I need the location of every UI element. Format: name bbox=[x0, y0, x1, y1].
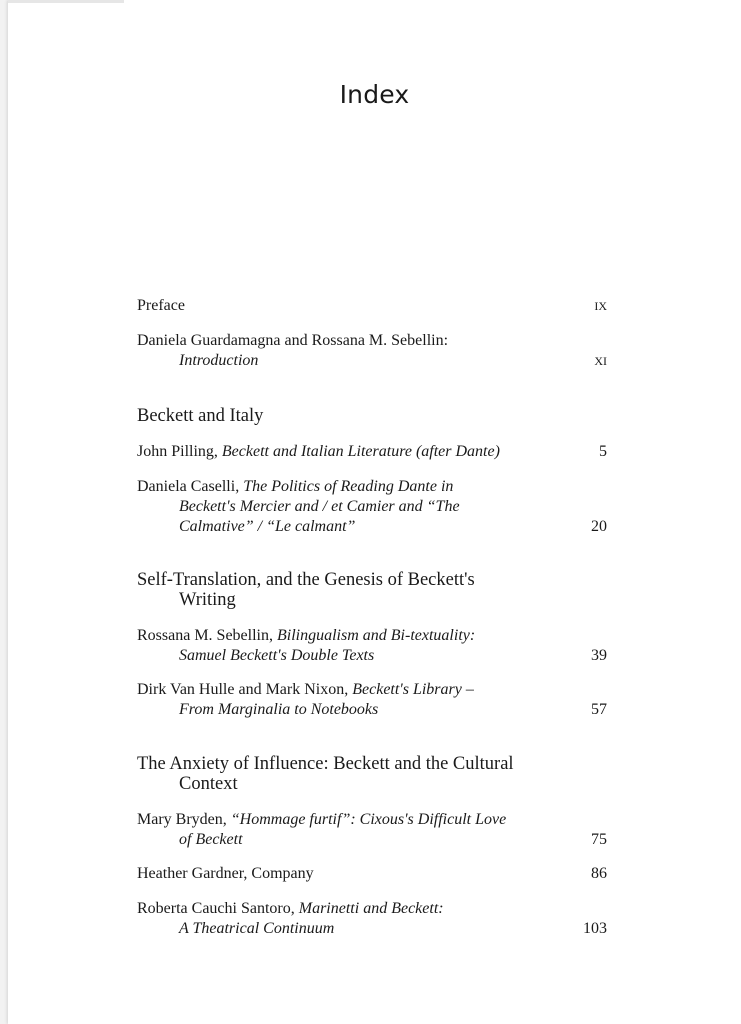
entry-title-cont: Calmative” / “Le calmant” bbox=[179, 518, 356, 535]
entry-title-cont: Samuel Beckett's Double Texts bbox=[179, 647, 375, 664]
section-heading: Self-Translation, and the Genesis of Beckett's Writing bbox=[137, 570, 475, 610]
index-entry bbox=[137, 442, 607, 462]
entry-title: Beckett and Italian Literature (after Dante) bbox=[221, 443, 500, 460]
entry-page: 86 bbox=[591, 865, 607, 882]
entry-page: 103 bbox=[583, 920, 607, 937]
index-entry bbox=[137, 810, 607, 850]
entry-title: Introduction bbox=[179, 352, 259, 369]
entry-title: Preface bbox=[137, 297, 185, 314]
entry-page: 75 bbox=[591, 831, 607, 848]
page-corner bbox=[8, 0, 124, 3]
entry-author: Dirk Van Hulle and Mark Nixon, bbox=[137, 681, 353, 698]
entry-page: IX bbox=[594, 299, 607, 313]
entry-title: Marinetti and Beckett: bbox=[298, 900, 444, 917]
entry-title-cont: Beckett's Mercier and / et Camier and “The bbox=[179, 498, 460, 515]
entry-page: 39 bbox=[591, 647, 607, 664]
entry-title-cont: From Marginalia to Notebooks bbox=[179, 701, 379, 718]
page-title: Index bbox=[339, 80, 410, 109]
entry-author: John Pilling, bbox=[137, 443, 222, 460]
index-entry bbox=[137, 680, 607, 720]
section-heading: The Anxiety of Influence: Beckett and the Cultural Context bbox=[137, 754, 514, 794]
entry-title-cont: of Beckett bbox=[179, 831, 243, 848]
entry-author: Rossana M. Sebellin, bbox=[137, 627, 277, 644]
entry-author: Daniela Caselli, bbox=[137, 478, 244, 495]
entry-author: Roberta Cauchi Santoro, bbox=[137, 900, 299, 917]
entry-page: 20 bbox=[591, 518, 607, 535]
entry-page: 5 bbox=[599, 443, 607, 460]
index-entry-introduction bbox=[137, 331, 607, 371]
entry-page: XI bbox=[594, 354, 607, 368]
index-entry bbox=[137, 626, 607, 666]
entry-title: “Hommage furtif”: Cixous's Difficult Love bbox=[230, 811, 507, 828]
entry-title: Bilingualism and Bi-textuality: bbox=[277, 627, 476, 644]
entry-title: Beckett's Library – bbox=[352, 681, 474, 698]
entry-title: The Politics of Reading Dante in bbox=[243, 478, 454, 495]
index-entry bbox=[137, 899, 607, 939]
section-heading: Beckett and Italy bbox=[137, 406, 264, 426]
entry-author: Mary Bryden, bbox=[137, 811, 231, 828]
index-entry bbox=[137, 864, 607, 884]
entry-title-cont: A Theatrical Continuum bbox=[179, 920, 335, 937]
index-entry bbox=[137, 477, 607, 537]
entry-page: 57 bbox=[591, 701, 607, 718]
index-entry-preface bbox=[137, 296, 607, 316]
entry-author: Heather Gardner, Company bbox=[137, 865, 314, 882]
page bbox=[8, 0, 741, 1024]
entry-author: Daniela Guardamagna and Rossana M. Sebellin: bbox=[137, 332, 449, 349]
